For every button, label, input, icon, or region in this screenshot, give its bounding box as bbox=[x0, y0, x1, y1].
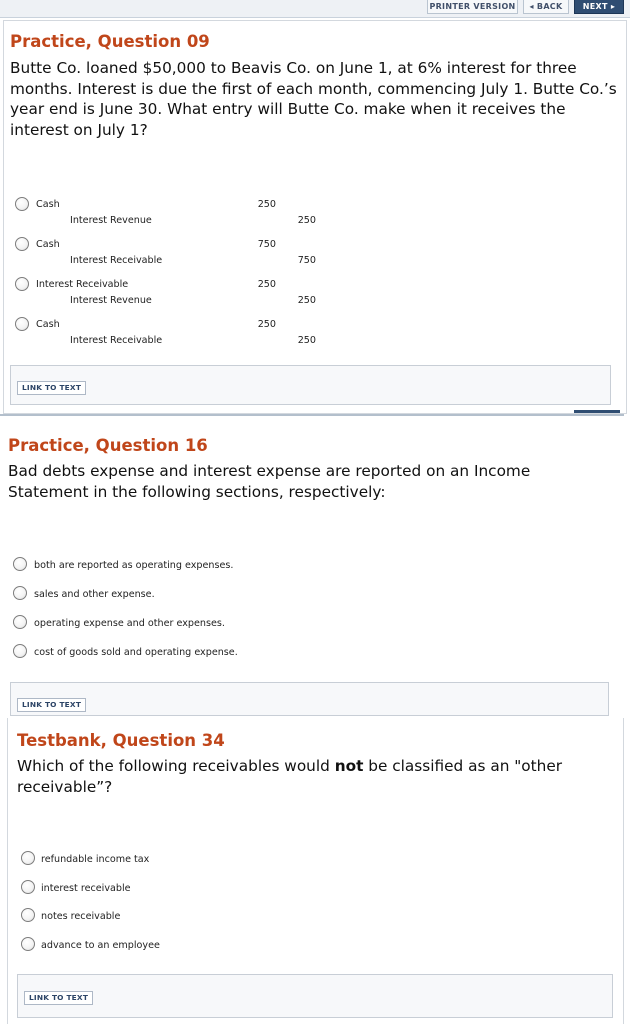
debit-amount: 250 bbox=[257, 319, 276, 330]
answer-radio-4[interactable] bbox=[13, 644, 27, 658]
panel-separator-accent bbox=[574, 410, 620, 413]
debit-account-label: Interest Receivable bbox=[36, 279, 129, 290]
debit-account-label: Cash bbox=[36, 319, 60, 330]
question-panel-34 bbox=[7, 718, 624, 1024]
answer-radio-4[interactable] bbox=[21, 937, 35, 951]
question-text-part: Which of the following receivables would bbox=[17, 757, 335, 775]
answer-radio-4[interactable] bbox=[15, 317, 29, 331]
credit-amount: 250 bbox=[297, 215, 316, 226]
debit-account-label: Cash bbox=[36, 199, 60, 210]
answer-label: refundable income tax bbox=[41, 854, 150, 865]
question-title: Practice, Question 16 bbox=[8, 436, 208, 455]
debit-amount: 250 bbox=[257, 199, 276, 210]
credit-amount: 250 bbox=[297, 295, 316, 306]
link-to-text-button[interactable]: LINK TO TEXT bbox=[17, 698, 86, 712]
answer-label: interest receivable bbox=[41, 883, 131, 894]
top-toolbar bbox=[0, 0, 630, 18]
answer-label: advance to an employee bbox=[41, 940, 160, 951]
next-button[interactable]: NEXT ▸ bbox=[574, 0, 624, 14]
question-title: Testbank, Question 34 bbox=[17, 731, 225, 750]
credit-amount: 250 bbox=[297, 335, 316, 346]
question-panel-16 bbox=[0, 420, 624, 716]
answer-label: cost of goods sold and operating expense. bbox=[34, 647, 238, 658]
answer-radio-1[interactable] bbox=[15, 197, 29, 211]
credit-account-label: Interest Receivable bbox=[70, 335, 163, 346]
question-text: Bad debts expense and interest expense are reported on an Income Statement in the following sections, respectively: bbox=[8, 462, 531, 501]
answer-radio-2[interactable] bbox=[21, 880, 35, 894]
debit-account-label: Cash bbox=[36, 239, 60, 250]
answer-radio-3[interactable] bbox=[15, 277, 29, 291]
question-panel-09 bbox=[3, 20, 627, 414]
question-text-emphasis: not bbox=[334, 757, 364, 775]
answer-label: notes receivable bbox=[41, 911, 121, 922]
link-to-text-button[interactable]: LINK TO TEXT bbox=[24, 991, 93, 1005]
credit-account-label: Interest Revenue bbox=[70, 295, 152, 306]
debit-amount: 750 bbox=[257, 239, 276, 250]
answer-label: both are reported as operating expenses. bbox=[34, 560, 234, 571]
debit-amount: 250 bbox=[257, 279, 276, 290]
link-to-text-bar bbox=[10, 365, 611, 405]
question-title: Practice, Question 09 bbox=[10, 32, 210, 51]
answer-radio-3[interactable] bbox=[13, 615, 27, 629]
question-text bbox=[17, 756, 613, 797]
answer-radio-3[interactable] bbox=[21, 908, 35, 922]
link-to-text-bar bbox=[17, 974, 613, 1018]
question-text-part: be classified as an "other receivable”? bbox=[17, 757, 563, 796]
credit-account-label: Interest Revenue bbox=[70, 215, 152, 226]
answer-radio-2[interactable] bbox=[15, 237, 29, 251]
answer-label: sales and other expense. bbox=[34, 589, 155, 600]
back-button[interactable]: ◂ BACK bbox=[523, 0, 569, 14]
panel-separator bbox=[0, 414, 624, 416]
link-to-text-bar bbox=[10, 682, 609, 716]
link-to-text-button[interactable]: LINK TO TEXT bbox=[17, 381, 86, 395]
credit-amount: 750 bbox=[297, 255, 316, 266]
answer-radio-1[interactable] bbox=[21, 851, 35, 865]
answer-radio-2[interactable] bbox=[13, 586, 27, 600]
printer-version-button[interactable]: PRINTER VERSION bbox=[427, 0, 518, 14]
answer-radio-1[interactable] bbox=[13, 557, 27, 571]
question-text: Butte Co. loaned $50,000 to Beavis Co. on June 1, at 6% interest for three months. Interest is due the first of each month, commencing July 1. Butte Co.’s year end is June 30. What entry will Butte Co. make when it receives the interest on July 1? bbox=[10, 59, 617, 139]
answer-label: operating expense and other expenses. bbox=[34, 618, 225, 629]
credit-account-label: Interest Receivable bbox=[70, 255, 163, 266]
